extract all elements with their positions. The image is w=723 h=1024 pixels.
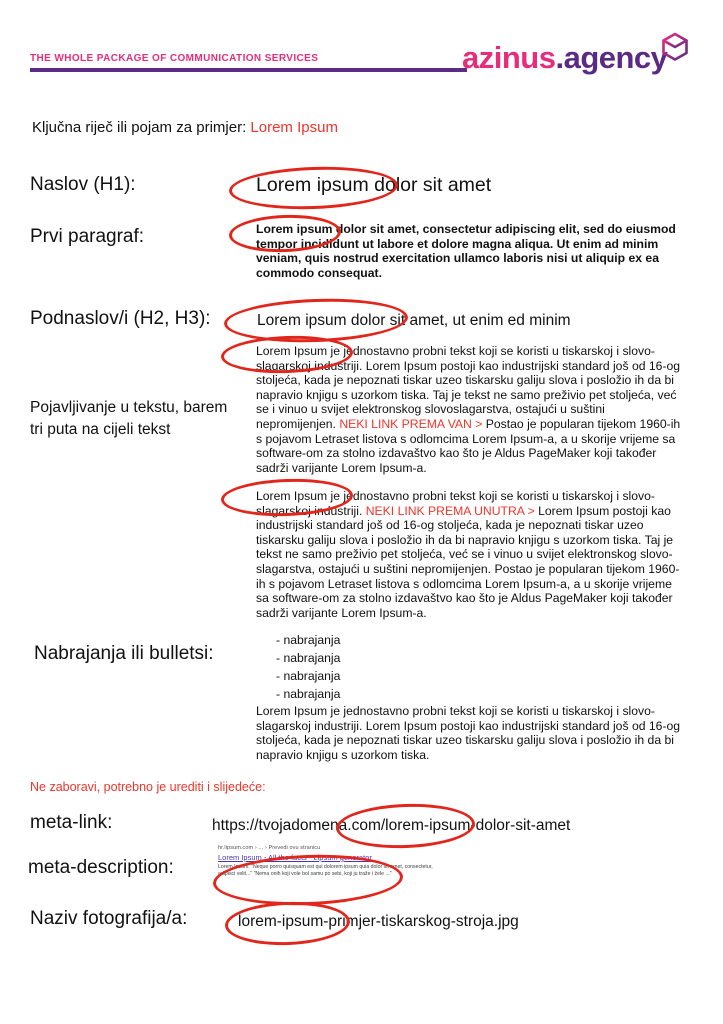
serp-title-link[interactable]: Lorem Ipsum - All the facts - Lipsum generator bbox=[218, 853, 372, 862]
in-text-paragraph-2 bbox=[256, 489, 686, 620]
bullet-list bbox=[276, 631, 340, 703]
bullet-item: - nabrajanja bbox=[276, 633, 341, 647]
outbound-link-placeholder[interactable]: NEKI LINK PREMA VAN > bbox=[339, 416, 483, 431]
keyword-intro-label: Ključna riječ ili pojam za primjer: bbox=[32, 119, 251, 136]
cube-icon bbox=[659, 31, 691, 69]
in-text-paragraph-2-after: Lorem Ipsum postoji kao industrijski standard još od 16-og stoljeća, kada je nepoznati tiskar uzeo tiskarsku galiju slova i posložio ih da bi napravio knjigu s uzorkom tiska. Taj je tekst ne samo preživio pet stoljeća, već se i vinuo u svijet elektronskog slovo-slagarstva, ostajući u suštini nepromijenjen. Postao je popularan tijekom 1960-ih s pojavom Letraset listova s odlomcima Lorem Ipsum-a, a u skorije vrijeme sa software-om za stolno izdavaštvo kao što je Aldus PageMaker koji također sadrži varijante Lorem Ipsum-a. bbox=[256, 503, 680, 620]
logo-azinus: azinus bbox=[462, 40, 556, 75]
serp-preview bbox=[218, 845, 446, 878]
subheadings-label: Podnaslov/i (H2, H3): bbox=[30, 308, 211, 329]
first-paragraph-value: Lorem ipsum dolor sit amet, consectetur adipiscing elit, sed do eiusmod tempor incididunt ut labore et dolore magna aliqua. Ut enim ad minim veniam, quis nostrud exercitation ullamco laboris nisi ut aliquip ex ea commodo consequat. bbox=[256, 222, 676, 280]
internal-link-placeholder[interactable]: NEKI LINK PREMA UNUTRA > bbox=[365, 503, 535, 518]
photo-name-label: Naziv fotografija/a: bbox=[30, 908, 188, 929]
first-paragraph-label: Prvi paragraf: bbox=[30, 226, 145, 247]
meta-link-label: meta-link: bbox=[30, 812, 113, 833]
closing-paragraph: Lorem Ipsum je jednostavno probni tekst koji se koristi u tiskarskoj i slovo-slagarskoj industriji. Lorem Ipsum postoji kao industrijski standard još od 16-og stoljeća, kada je nepoznati tiskar uzeo tiskarsku galiju slova i posložio ih da bi napravio knjigu s uzorkom tiska. bbox=[256, 704, 681, 762]
keyword-value: Lorem Ipsum bbox=[250, 119, 338, 136]
header-tagline: THE WHOLE PACKAGE OF COMMUNICATION SERVICES bbox=[30, 53, 319, 64]
photo-name-value: lorem-ipsum-primjer-tiskarskog-stroja.jpg bbox=[238, 913, 519, 930]
logo-agency: .agency bbox=[555, 40, 668, 75]
bullets-label: Nabrajanja ili bulletsi: bbox=[34, 643, 214, 664]
meta-link-value[interactable]: https://tvojadomena.com/lorem-ipsum-dolor-sit-amet bbox=[212, 817, 571, 834]
agency-logo bbox=[462, 40, 667, 76]
in-text-paragraph-1 bbox=[256, 344, 686, 475]
keyword-intro bbox=[32, 119, 338, 136]
subheadings-value: Lorem ipsum dolor sit amet, ut enim ed minim bbox=[257, 312, 571, 329]
bullet-item: - nabrajanja bbox=[276, 687, 341, 701]
bullet-item: - nabrajanja bbox=[276, 651, 341, 665]
in-text-paragraph-1-after: Postao je popularan tijekom 1960-ih s pojavom Letraset listova s odlomcima Lorem Ipsum-a, a u skorije vrijeme sa software-om za stolno izdavaštvo kao što je Aldus PageMaker koji također sadrži varijante Lorem Ipsum-a. bbox=[256, 416, 681, 475]
serp-url-line: hr.lipsum.com › ... › Prevedi ovu stranicu bbox=[218, 845, 321, 851]
meta-description-label: meta-description: bbox=[28, 857, 174, 878]
bullet-item: - nabrajanja bbox=[276, 669, 341, 683]
header-rule bbox=[30, 68, 467, 72]
in-text-paragraph-1-before: Lorem Ipsum je jednostavno probni tekst koji se koristi u tiskarskoj i slovo-slagarskoj industriji. Lorem Ipsum postoji kao industrijski standard još od 16-og stoljeća, kada je nepoznati tiskar uzeo tiskarsku galiju slova i posložio ih da bi napravio knjigu s uzorkom tiska. Taj je tekst ne samo preživio pet stoljeća, već se i vinuo u svijet elektronskog slovoslagarstva, ostajući u suštini nepromijenjen. bbox=[256, 344, 681, 431]
in-text-label: Pojavljivanje u tekstu, barem tri puta na cijeli tekst bbox=[30, 399, 228, 439]
h1-label: Naslov (H1): bbox=[30, 174, 136, 195]
reminder-note: Ne zaboravi, potrebno je urediti i slijedeće: bbox=[30, 780, 266, 794]
serp-snippet: Lorem Ipsum. "Neque porro quisquam est qui dolorem ipsum quia dolor sit amet, consectetur, adipisci velit..." "Nema onih koji vole bol samu po sebi, koji ju traže i žele ..." bbox=[218, 864, 433, 878]
in-text-paragraph-2-before: Lorem Ipsum je jednostavno probni tekst koji se koristi u tiskarskoj i slovo-slagarskoj industriji. bbox=[256, 489, 655, 518]
h1-value: Lorem ipsum dolor sit amet bbox=[256, 174, 492, 196]
